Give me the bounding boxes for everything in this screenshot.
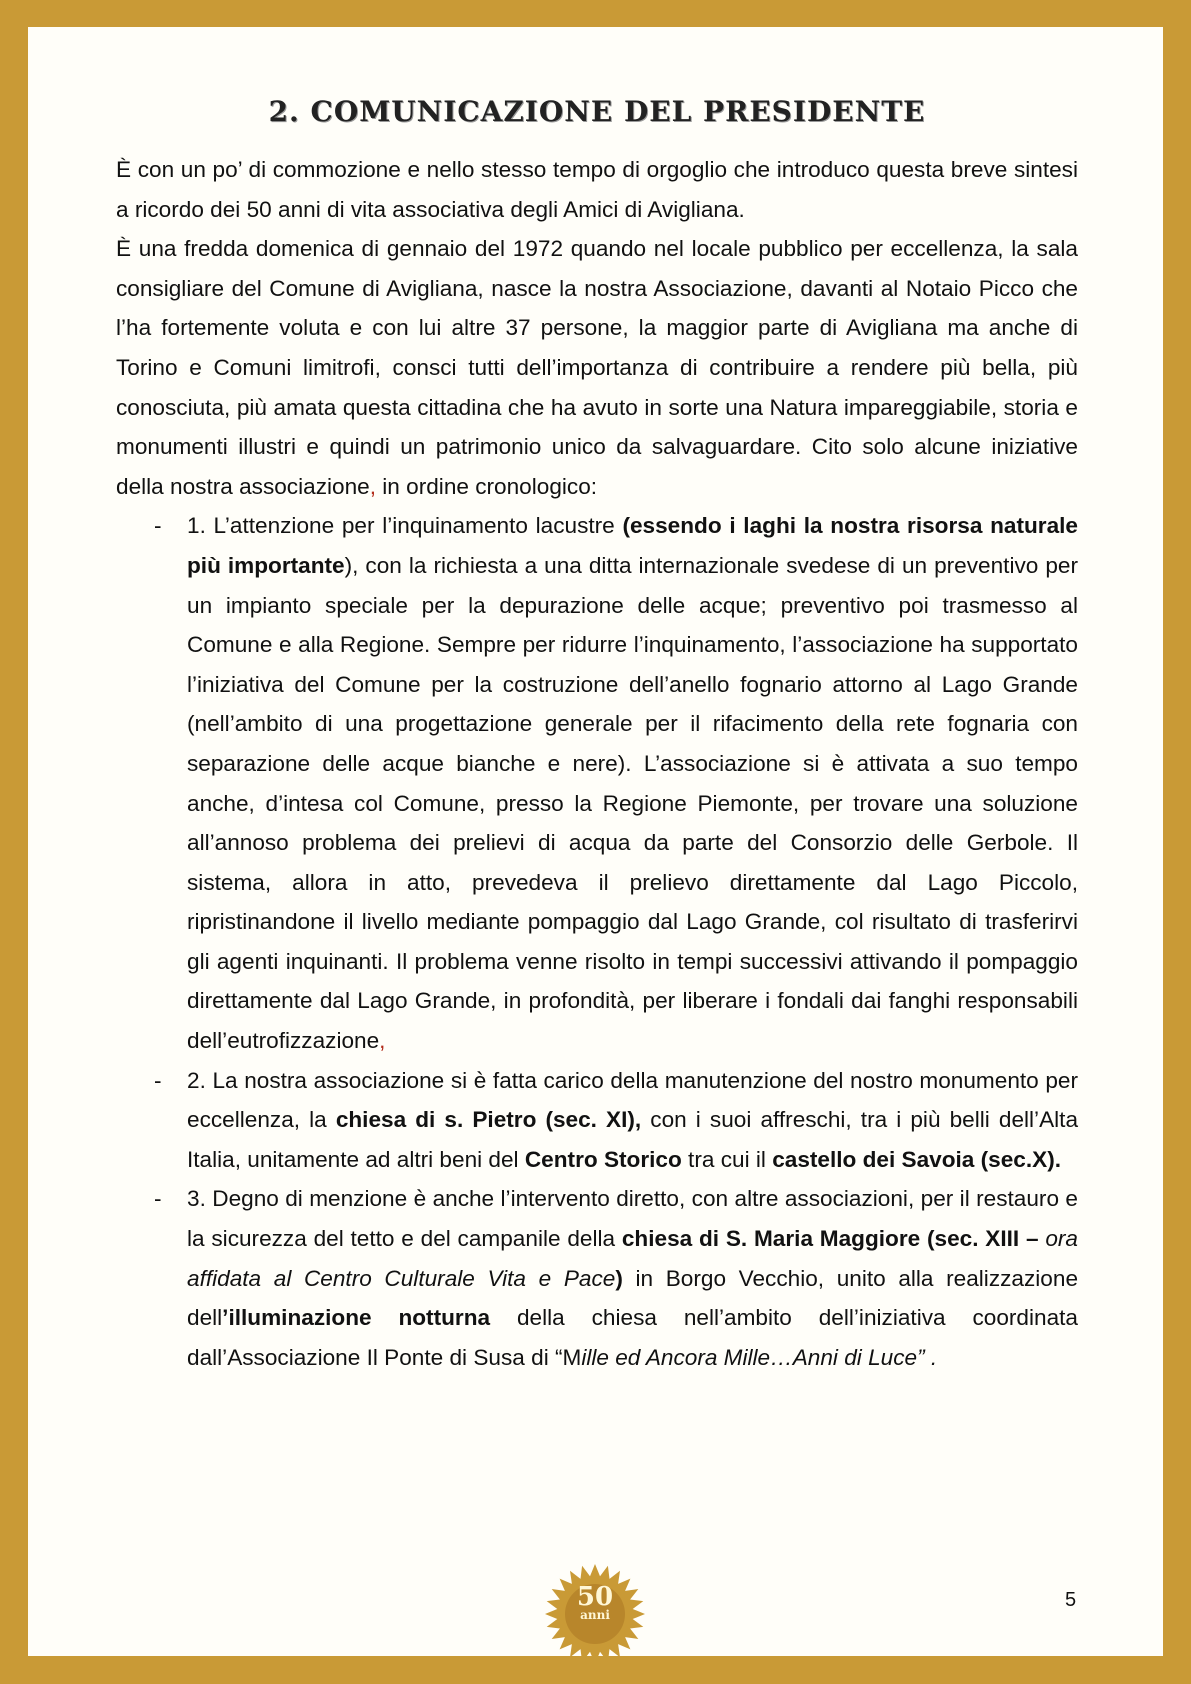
page-sheet [28,27,1163,1656]
badge-label: anni [580,1608,610,1622]
list-item-text [187,1061,1078,1180]
list-item-text [187,1179,1078,1377]
text-run: in Borgo Vecchio, unito alla realizzazione dell [187,1265,1079,1331]
text-run: in ordine cronologico: [376,473,598,499]
list-item [116,1179,1078,1377]
bullet-dash: - [154,1186,162,1212]
text-run: 2. La nostra associazione si è fatta carico della manutenzione del nostro monumento per eccellenza, la [187,1067,1078,1133]
text-run: È una fredda domenica di gennaio del 1972 quando nel locale pubblico per eccellenza, la sala consigliare del Comune di Avigliana, nasce la nostra Associazione, davanti al Notaio Picco che l’ha fortemente voluta e con lui altre 37 persone, la maggior parte di Avigliana ma anche di Torino e Comuni limitrofi, consci tutti dell’importanza di contribuire a rendere più bella, più conosciuta, più amata questa cittadina che ha avuto in sorte una Natura impareggiabile, storia e monumenti illustri e quindi un patrimonio unico da salvaguardare. Cito solo alcune iniziative della nostra associazione [116,236,1078,499]
text-run: (essendo i laghi la nostra risorsa naturale più importante [187,513,1078,578]
text-run: Centro Storico [524,1146,682,1172]
bullet-dash: - [154,1067,162,1093]
text-run: ) [615,1265,623,1291]
text-run: con i suoi affreschi, tra i più belli dell’Alta Italia, unitamente ad altri beni del [187,1107,1079,1172]
intro-paragraph [116,229,1078,506]
list-item [116,506,1078,1060]
badge-number: 50 [576,1582,614,1612]
initiatives-list [116,506,1078,1377]
bullet-dash: - [154,513,162,539]
text-run: chiesa di s. Pietro (sec. XI), [335,1107,642,1133]
text-run: È con un po’ di commozione e nello stesso tempo di orgoglio che introduco questa breve sintesi a ricordo dei 50 anni di vita associativa degli Amici di Avigliana. [116,157,1078,222]
intro-paragraph [116,150,1078,229]
text-run: della chiesa nell’ambito dell’iniziativa coordinata dall’Associazione Il Ponte di Susa di “M [187,1305,1078,1370]
main-content [116,95,1078,1377]
list-item [116,1061,1078,1180]
text-run: ’illuminazione notturna [222,1305,491,1331]
intro-section [116,150,1078,506]
list-item-text [187,506,1078,1060]
text-run: chiesa di S. Maria Maggiore (sec. XIII – [621,1226,1046,1252]
text-run: , [369,473,376,499]
text-run: ), con la richiesta a una ditta internazionale svedese di un preventivo per un impianto speciale per la depurazione delle acque; preventivo poi trasmesso al Comune e alla Regione. Sempre per ridurre l’inquinamento, l’associazione ha supportato l’iniziativa del Comune per la costruzione dell’anello fognario attorno al Lago Grande (nell’ambito di una progettazione generale per il rifacimento della rete fognaria con separazione delle acque bianche e nere). L’associazione si è attivata a suo tempo anche, d’intesa col Comune, presso la Regione Piemonte, per trovare una soluzione all’annoso problema dei prelievi di acqua da parte del Consorzio delle Gerbole. Il sistema, allora in atto, prevedeva il prelievo direttamente dal Lago Piccolo, ripristinandone il livello mediante pompaggio dal Lago Grande, col risultato di trasferirvi gli agenti inquinanti. Il problema venne risolto in tempi successivi attivando il pompaggio direttamente dal Lago Grande, in profondità, per liberare i fondali dai fanghi responsabili dell’eutrofizzazione [187,552,1078,1054]
text-run: ille ed Ancora Mille…Anni di Luce” . [581,1344,938,1370]
text-run: , [379,1028,386,1054]
page-number: 5 [1065,1589,1077,1611]
anniversary-badge [543,1562,647,1666]
text-run: tra cui il [681,1146,773,1172]
page-title: 2. COMUNICAZIONE DEL PRESIDENTE [268,95,926,128]
text-run: 1. L’attenzione per l’inquinamento lacustre [187,513,623,539]
text-run: 3. Degno di menzione è anche l’intervento diretto, con altre associazioni, per il restauro e la sicurezza del tetto e del campanile della [187,1186,1078,1252]
text-run: ora affidata al Centro Culturale Vita e Pace [187,1226,1078,1291]
text-run: castello dei Savoia (sec.X). [772,1146,1062,1172]
